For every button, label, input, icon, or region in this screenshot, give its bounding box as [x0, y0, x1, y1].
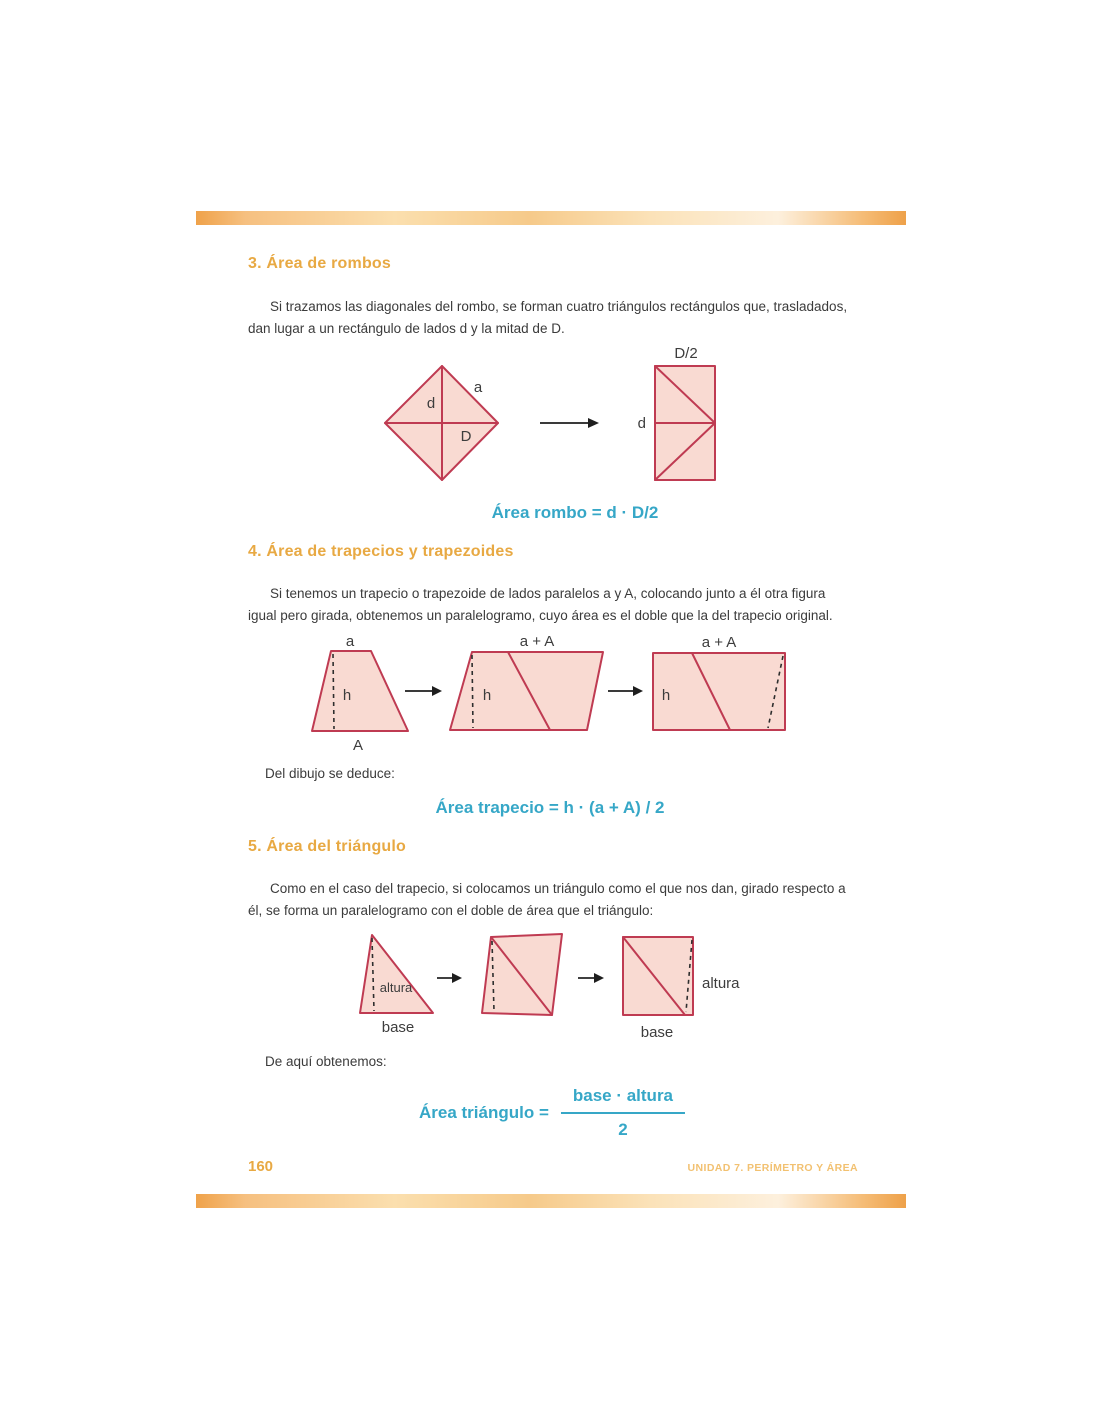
trapezoid-diagram	[290, 628, 820, 763]
lead-in-triangulo: De aquí obtenemos:	[265, 1054, 387, 1069]
label-para-height-h: h	[482, 687, 492, 704]
parallelogram-shape	[450, 652, 603, 730]
label-rect-top-aA: a + A	[701, 634, 737, 651]
section-4-paragraph	[248, 583, 888, 626]
label-trap-top-a: a	[345, 633, 355, 650]
label-tri-altura: altura	[379, 980, 413, 995]
paragraph-line: Si tenemos un trapecio o trapezoide de lados paralelos a y A, colocando junto a él otra figura	[270, 586, 826, 601]
formula-trapecio: Área trapecio = h · (a + A) / 2	[435, 798, 665, 817]
section-4-heading: 4. Área de trapecios y trapezoides	[248, 543, 514, 560]
arrow-head-icon	[633, 686, 643, 696]
trapezoid-shape	[312, 651, 408, 731]
rhombus-diagram	[330, 338, 780, 493]
label-side-a: a	[473, 379, 483, 396]
section-5-heading: 5. Área del triángulo	[248, 838, 407, 855]
label-sq-base: base	[640, 1024, 674, 1040]
formula-numerator: base · altura	[561, 1086, 685, 1114]
label-rect-left: d	[637, 415, 646, 432]
formula-rombo: Área rombo = d · D/2	[491, 503, 659, 522]
formula-triangulo	[419, 1086, 685, 1140]
section-5-paragraph	[248, 878, 888, 921]
paragraph-line: dan lugar a un rectángulo de lados d y la mitad de D.	[248, 320, 565, 336]
arrow-head-icon	[452, 973, 462, 983]
label-para-top-aA: a + A	[519, 633, 555, 650]
triangle-diagram	[330, 926, 760, 1040]
triangle-shape	[360, 935, 433, 1013]
arrow-head-icon	[588, 418, 599, 428]
footer-unit-label: UNIDAD 7. PERÍMETRO Y ÁREA	[687, 1162, 858, 1174]
rectangle-shape	[653, 653, 785, 730]
arrow-head-icon	[432, 686, 442, 696]
top-gradient-bar	[196, 211, 906, 225]
paragraph-line: igual pero girada, obtenemos un paralelogramo, cuyo área es el doble que la del trapecio original.	[248, 607, 833, 623]
label-rect-height-h: h	[661, 687, 671, 704]
label-tri-base: base	[381, 1019, 415, 1036]
label-sq-altura: altura	[702, 975, 740, 992]
lead-in-trapecio: Del dibujo se deduce:	[265, 766, 395, 781]
formula-triangulo-prefix: Área triángulo =	[418, 1103, 549, 1122]
label-diagonal-d: d	[426, 395, 436, 412]
formula-denominator: 2	[618, 1120, 628, 1139]
bottom-gradient-bar	[196, 1194, 906, 1208]
parallelogram-shape	[482, 934, 562, 1015]
section-3-heading: 3. Área de rombos	[248, 255, 392, 272]
label-diagonal-D: D	[460, 428, 472, 445]
paragraph-line: Si trazamos las diagonales del rombo, se forman cuatro triángulos rectángulos que, trasladados,	[270, 299, 848, 314]
formula-fraction	[561, 1086, 685, 1140]
page-number: 160	[248, 1158, 274, 1175]
arrow-head-icon	[594, 973, 604, 983]
paragraph-line: Como en el caso del trapecio, si colocamos un triángulo como el que nos dan, girado respecto a	[270, 881, 846, 896]
label-rect-top: D/2	[674, 345, 698, 362]
label-trap-bottom-A: A	[352, 737, 364, 754]
section-3-paragraph	[248, 296, 888, 339]
label-trap-height-h: h	[342, 687, 352, 704]
paragraph-line: él, se forma un paralelogramo con el doble de área que el triángulo:	[248, 902, 654, 918]
